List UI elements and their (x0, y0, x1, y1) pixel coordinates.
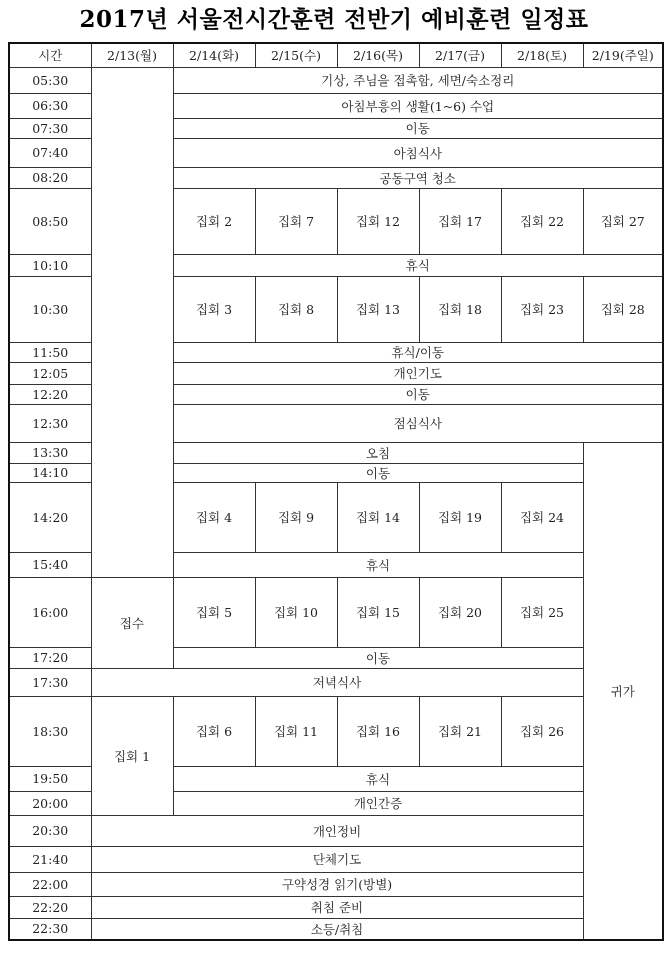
schedule-span-cell: 구약성경 읽기(방별) (91, 872, 583, 896)
time-cell: 12:05 (9, 362, 91, 384)
meeting-cell: 집회 24 (501, 482, 583, 552)
time-cell: 12:20 (9, 384, 91, 404)
meeting-cell: 집회 25 (501, 577, 583, 647)
meeting-cell: 집회 27 (583, 188, 663, 254)
schedule-table (8, 42, 664, 941)
table-row (9, 577, 663, 647)
time-cell: 10:30 (9, 276, 91, 342)
monday-empty-cell (91, 67, 173, 577)
meeting-cell: 집회 14 (337, 482, 419, 552)
sunday-return-cell: 귀가 (583, 442, 663, 940)
header-tue: 2/14(화) (173, 43, 255, 67)
time-cell: 20:00 (9, 791, 91, 815)
schedule-span-cell: 개인정비 (91, 815, 583, 846)
time-cell: 22:20 (9, 896, 91, 918)
time-cell: 18:30 (9, 696, 91, 766)
schedule-span-cell: 이동 (173, 118, 663, 138)
schedule-span-cell: 저녁식사 (91, 668, 583, 696)
schedule-span-cell: 휴식 (173, 254, 663, 276)
meeting-cell: 집회 13 (337, 276, 419, 342)
schedule-span-cell: 이동 (173, 463, 583, 482)
meeting-cell: 집회 17 (419, 188, 501, 254)
meeting-cell: 집회 18 (419, 276, 501, 342)
meeting-cell: 집회 7 (255, 188, 337, 254)
time-cell: 21:40 (9, 846, 91, 872)
table-row (9, 67, 663, 93)
time-cell: 11:50 (9, 342, 91, 362)
header-time: 시간 (9, 43, 91, 67)
meeting-cell: 집회 9 (255, 482, 337, 552)
monday-reception-cell: 접수 (91, 577, 173, 668)
time-cell: 14:20 (9, 482, 91, 552)
table-row (9, 668, 663, 696)
table-row (9, 896, 663, 918)
page-title: 2017년 서울전시간훈련 전반기 예비훈련 일정표 (79, 6, 589, 33)
time-cell: 16:00 (9, 577, 91, 647)
header-fri: 2/17(금) (419, 43, 501, 67)
meeting-cell: 집회 21 (419, 696, 501, 766)
schedule-span-cell: 휴식 (173, 552, 583, 577)
time-cell: 15:40 (9, 552, 91, 577)
schedule-span-cell: 취침 준비 (91, 896, 583, 918)
meeting-cell: 집회 12 (337, 188, 419, 254)
table-row (9, 815, 663, 846)
schedule-span-cell: 공동구역 청소 (173, 167, 663, 188)
meeting-cell: 집회 4 (173, 482, 255, 552)
meeting-cell: 집회 23 (501, 276, 583, 342)
meeting-cell: 집회 19 (419, 482, 501, 552)
time-cell: 14:10 (9, 463, 91, 482)
schedule-span-cell: 기상, 주님을 접촉함, 세면/숙소정리 (173, 67, 663, 93)
time-cell: 07:40 (9, 138, 91, 167)
meeting-cell: 집회 6 (173, 696, 255, 766)
time-cell: 08:20 (9, 167, 91, 188)
meeting-cell: 집회 10 (255, 577, 337, 647)
time-cell: 10:10 (9, 254, 91, 276)
schedule-span-cell: 소등/취침 (91, 918, 583, 940)
time-cell: 13:30 (9, 442, 91, 463)
meeting-cell: 집회 16 (337, 696, 419, 766)
header-sat: 2/18(토) (501, 43, 583, 67)
schedule-span-cell: 이동 (173, 384, 663, 404)
header-mon: 2/13(월) (91, 43, 173, 67)
schedule-span-cell: 단체기도 (91, 846, 583, 872)
table-row (9, 846, 663, 872)
schedule-span-cell: 휴식 (173, 766, 583, 791)
table-row (9, 918, 663, 940)
schedule-span-cell: 오침 (173, 442, 583, 463)
time-cell: 20:30 (9, 815, 91, 846)
time-cell: 05:30 (9, 67, 91, 93)
meeting-cell: 집회 3 (173, 276, 255, 342)
time-cell: 12:30 (9, 404, 91, 442)
meeting-cell: 집회 2 (173, 188, 255, 254)
schedule-span-cell: 휴식/이동 (173, 342, 663, 362)
time-cell: 22:00 (9, 872, 91, 896)
schedule-span-cell: 이동 (173, 647, 583, 668)
meeting-cell: 집회 26 (501, 696, 583, 766)
time-cell: 19:50 (9, 766, 91, 791)
meeting-cell: 집회 22 (501, 188, 583, 254)
meeting-cell: 집회 28 (583, 276, 663, 342)
monday-meeting1-cell: 집회 1 (91, 696, 173, 815)
schedule-span-cell: 개인간증 (173, 791, 583, 815)
meeting-cell: 집회 20 (419, 577, 501, 647)
time-cell: 17:30 (9, 668, 91, 696)
time-cell: 22:30 (9, 918, 91, 940)
schedule-span-cell: 개인기도 (173, 362, 663, 384)
time-cell: 08:50 (9, 188, 91, 254)
schedule-span-cell: 아침식사 (173, 138, 663, 167)
meeting-cell: 집회 5 (173, 577, 255, 647)
header-row (9, 43, 663, 67)
schedule-span-cell: 점심식사 (173, 404, 663, 442)
meeting-cell: 집회 11 (255, 696, 337, 766)
time-cell: 17:20 (9, 647, 91, 668)
header-wed: 2/15(수) (255, 43, 337, 67)
time-cell: 06:30 (9, 93, 91, 118)
time-cell: 07:30 (9, 118, 91, 138)
table-row (9, 872, 663, 896)
schedule-span-cell: 아침부흥의 생활(1~6) 수업 (173, 93, 663, 118)
meeting-cell: 집회 8 (255, 276, 337, 342)
header-thu: 2/16(목) (337, 43, 419, 67)
meeting-cell: 집회 15 (337, 577, 419, 647)
header-sun: 2/19(주일) (583, 43, 663, 67)
table-row (9, 696, 663, 766)
